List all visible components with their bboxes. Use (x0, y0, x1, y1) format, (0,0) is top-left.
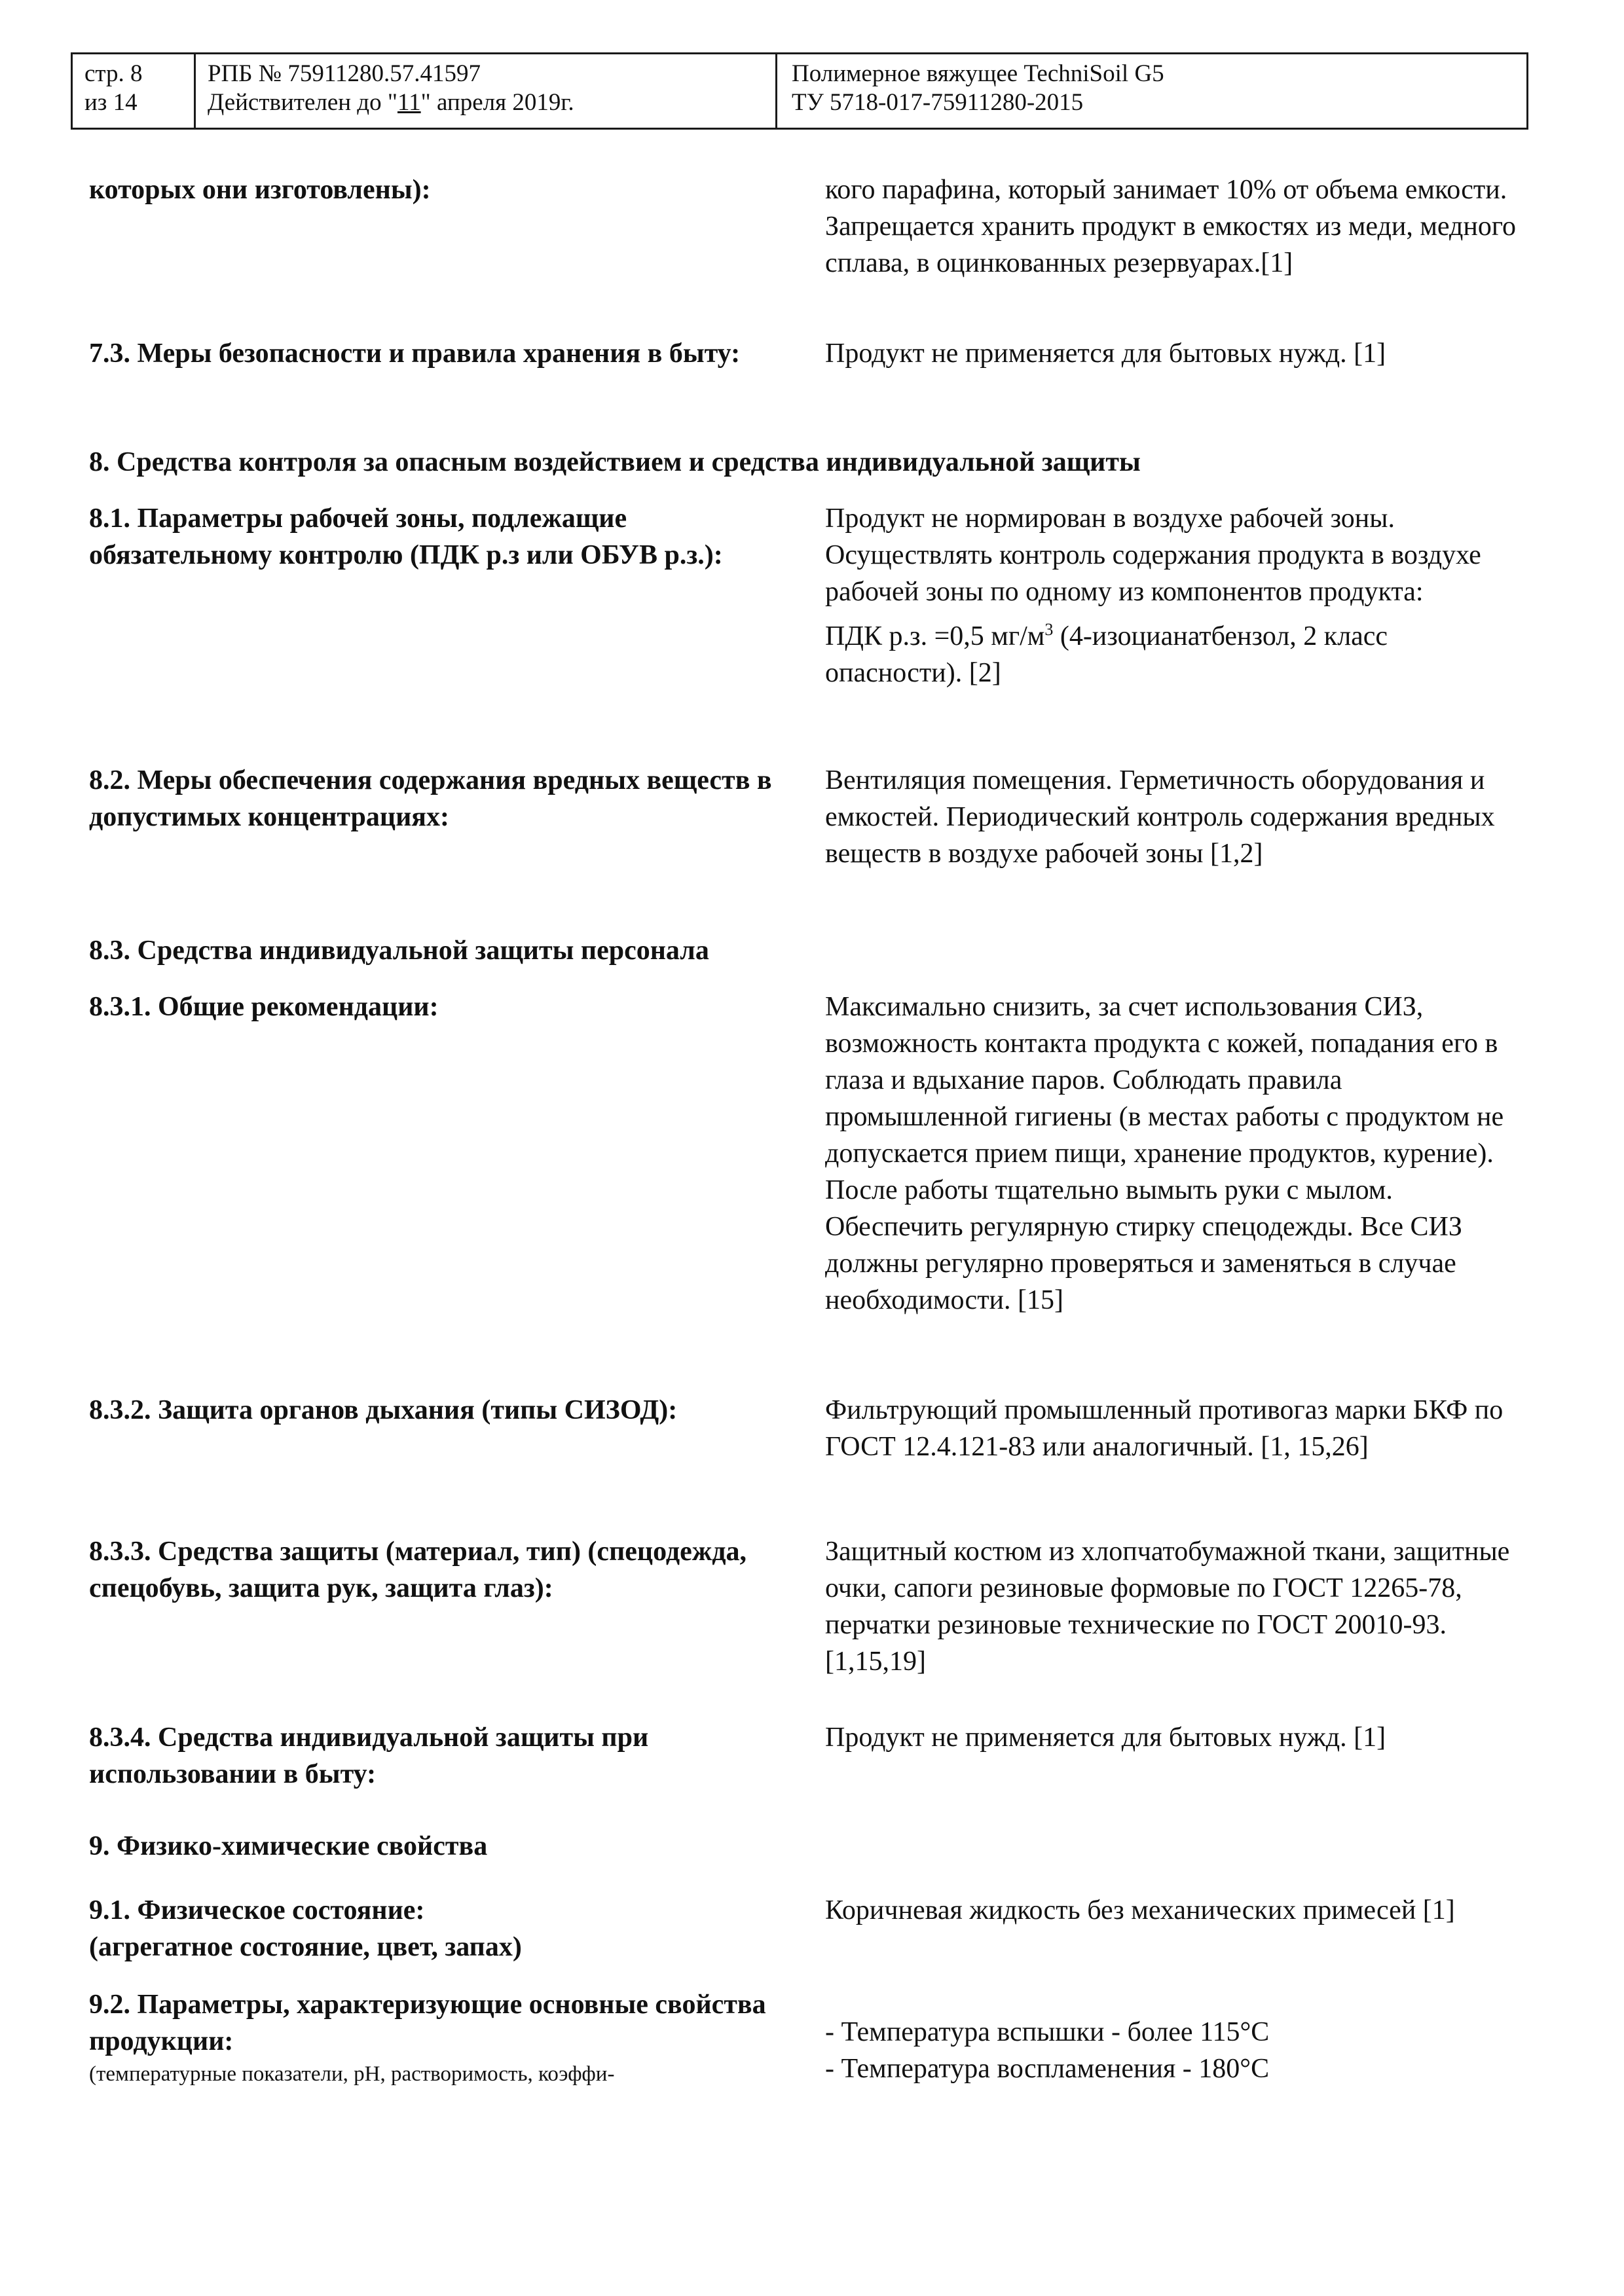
row-8-3-3 (89, 1533, 1530, 1719)
header-product-cell (777, 54, 1526, 128)
row-label: 8.3.1. Общие рекомендации: (89, 992, 439, 1022)
row-value: Защитный костюм из хлопчатобумажной ткани, защитные очки, сапоги резиновые формовые по ГОСТ 12265-78, перчатки резиновые технические по ГОСТ 20010-93. [1,15,19] (825, 1537, 1510, 1677)
row-8-3-4 (89, 1719, 1530, 1828)
section-9-heading: 9. Физико-химические свойства (89, 1831, 488, 1861)
row-value-p1: Продукт не нормирован в воздухе рабочей зоны. Осуществлять контроль содержания продукта в воздухе рабочей зоны по одному из компонентов продукта: (825, 503, 1481, 607)
row-label (89, 1892, 809, 1986)
pdk-unit-sup: 3 (1044, 620, 1054, 639)
header-page-cell (73, 54, 196, 128)
row-value (809, 1986, 1530, 2098)
row-value: Коричневая жидкость без механических примесей [1] (825, 1895, 1455, 1925)
row-value: Фильтрующий промышленный противогаз марки БКФ по ГОСТ 12.4.121-83 или аналогичный. [1, 15,26] (825, 1395, 1504, 1462)
page-number: стр. 8 (84, 60, 143, 87)
row-8-3-1 (89, 989, 1530, 1392)
row-label: 7.3. Меры безопасности и правила хранения в быту: (89, 338, 741, 369)
product-name: Полимерное вяжущее TechniSoil G5 (792, 60, 1164, 87)
valid-suffix: " апреля 2019г. (420, 89, 574, 116)
ignition-point: - Температура воспламенения - 180°С (825, 2054, 1270, 2084)
row-value: Вентиляция помещения. Герметичность оборудования и емкостей. Периодический контроль содержания вредных веществ в воздухе рабочей зоны [1,2] (825, 765, 1495, 869)
valid-day: 11 (397, 89, 421, 116)
document-body (89, 172, 1530, 2098)
row-8-1 (89, 500, 1530, 762)
row-storage-materials (89, 172, 1530, 335)
product-tu: ТУ 5718-017-75911280-2015 (792, 89, 1084, 116)
row-value: Продукт не применяется для бытовых нужд. [1] (825, 338, 1386, 369)
row-8-2 (89, 762, 1530, 932)
section-8-3-heading: 8.3. Средства индивидуальной защиты персонала (89, 936, 709, 966)
page-total: из 14 (84, 89, 138, 116)
section-8-heading: 8. Средства контроля за опасным воздействием и средства индивидуальной защиты (89, 447, 1141, 477)
row-label: 8.3.3. Средства защиты (материал, тип) (спецодежда, спецобувь, защита рук, защита глаз): (89, 1537, 747, 1603)
valid-prefix: Действителен до " (208, 89, 397, 116)
row-label (89, 1986, 809, 2098)
row-label-line1: 9.1. Физическое состояние: (89, 1895, 425, 1925)
row-label-note: (температурные показатели, pH, растворимость, коэффи- (89, 2062, 615, 2086)
document-header (71, 52, 1528, 130)
row-8-3-2 (89, 1392, 1530, 1533)
row-value: Продукт не применяется для бытовых нужд. [1] (825, 1722, 1386, 1753)
row-label-main: 9.2. Параметры, характеризующие основные свойства продукции: (89, 1990, 766, 2056)
row-label: 8.3.4. Средства индивидуальной защиты при использовании в быту: (89, 1722, 649, 1789)
row-label-line2: (агрегатное состояние, цвет, запах) (89, 1932, 522, 1962)
header-registration-cell (196, 54, 777, 128)
row-label: которых они изготовлены): (89, 175, 431, 205)
rpb-number: РПБ № 75911280.57.41597 (208, 60, 481, 87)
row-value-p2 (825, 618, 1530, 691)
pdk-value: ПДК р.з. =0,5 мг/м (825, 621, 1045, 651)
row-9-1 (89, 1892, 1530, 1986)
row-value (809, 500, 1530, 762)
row-label: 8.1. Параметры рабочей зоны, подлежащие обязательному контролю (ПДК р.з или ОБУВ р.з.): (89, 503, 723, 570)
row-value: кого парафина, который занимает 10% от объема емкости. Запрещается хранить продукт в емкостях из меди, медного сплава, в оцинкованных резервуарах.[1] (825, 175, 1517, 278)
flash-point: - Температура вспышки - более 115°С (825, 2017, 1270, 2047)
pdk-component: (4-изоцианатбензол, 2 класс опасности). [2] (825, 621, 1388, 688)
row-9-2 (89, 1986, 1530, 2098)
row-label: 8.2. Меры обеспечения содержания вредных веществ в допустимых концентрациях: (89, 765, 772, 832)
valid-until (208, 88, 764, 117)
row-7-3 (89, 335, 1530, 444)
row-value: Максимально снизить, за счет использования СИЗ, возможность контакта продукта с кожей, попадания его в глаза и вдыхание паров. Соблюдать правила промышленной гигиены (в местах работы с продуктом не допускается прием пищи, хранение продуктов, курение). После работы тщательно вымыть руки с мылом. Обеспечить регулярную стирку спецодежды. Все СИЗ должны регулярно проверяться и заменяться в случае необходимости. [15] (825, 992, 1504, 1315)
row-label: 8.3.2. Защита органов дыхания (типы СИЗОД): (89, 1395, 678, 1425)
